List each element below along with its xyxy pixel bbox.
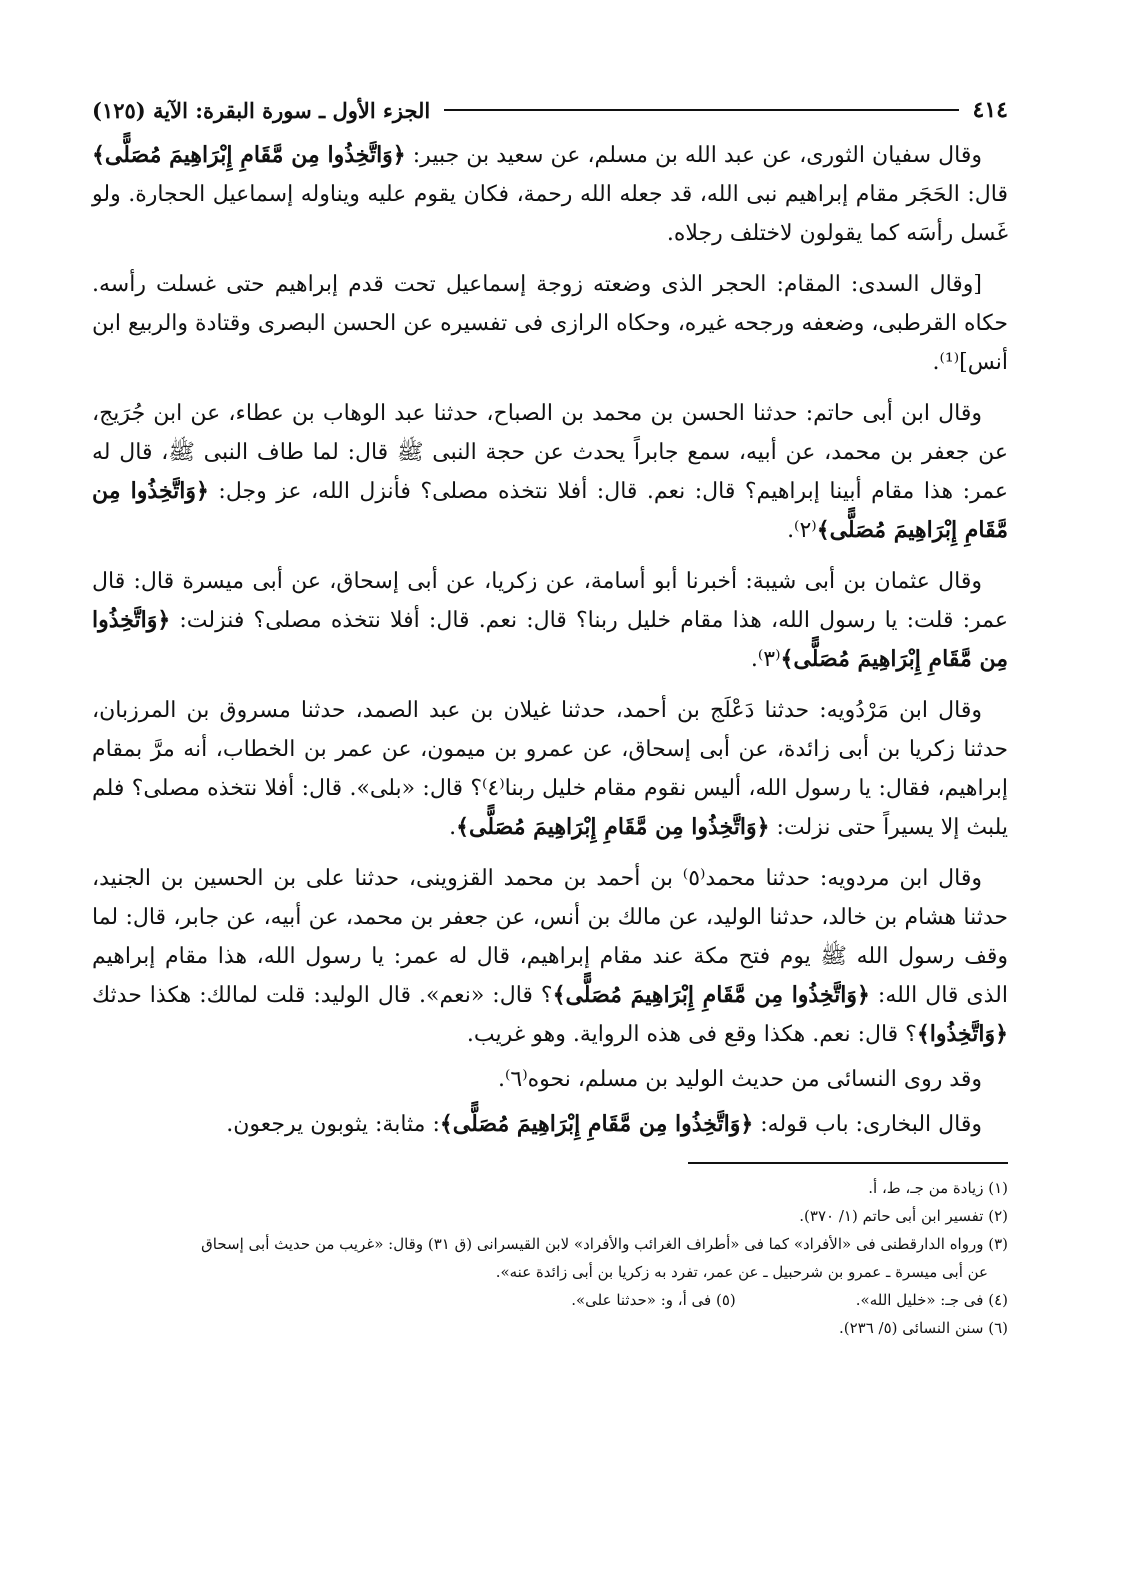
paragraph-8 — [92, 1105, 1008, 1144]
paragraph-4 — [92, 562, 1008, 679]
paragraph-text: وقال البخارى: باب قوله: — [753, 1112, 982, 1137]
paragraph-6 — [92, 859, 1008, 1054]
paragraph-text: ؟ قال: نعم. هكذا وقع فى هذه الرواية. وهو غريب. — [466, 1022, 917, 1047]
page-number: ٤١٤ — [972, 97, 1008, 123]
quran-verse: ﴿وَاتَّخِذُوا مِن مَّقَامِ إِبْرَاهِيمَ مُصَلًّى﴾ — [92, 607, 1008, 672]
paragraph-3 — [92, 394, 1008, 550]
footnote-rule — [688, 1162, 1008, 1164]
quran-verse: ﴿وَاتَّخِذُوا﴾ — [916, 1021, 1008, 1047]
footnotes — [92, 1174, 1008, 1342]
paragraph-text: قال: الحَجَر مقام إبراهيم نبى الله، قد جعله الله رحمة، فكان يقوم عليه ويناوله إسماعيل الحجارة. ولو غَسل رأسَه كما يقولون لاختلف رجلاه. — [92, 182, 1008, 246]
paragraph-text: وقال ابن أبى حاتم: حدثنا الحسن بن محمد بن الصباح، حدثنا عبد الوهاب بن عطاء، عن ابن جُرَيج، عن جعفر بن محمد، عن أبيه، سمع جابراً يحدث عن حجة النبى ﷺ قال: لما طاف النبى ﷺ، قال له عمر: هذا مقام أبينا إبراهيم؟ قال: نعم. قال: أفلا نتخذه مصلى؟ فأنزل الله، عز وجل: — [92, 401, 1008, 504]
footnote-5: (٥) فى أ، و: «حدثنا على». — [571, 1291, 736, 1309]
paragraph-text: ؟ قال: «نعم». قال الوليد: قلت لمالك: هكذا حدثك — [92, 983, 553, 1008]
paragraph-1 — [92, 136, 1008, 253]
paragraph-text: ⁽٣⁾. — [750, 647, 781, 672]
quran-verse: ﴿وَاتَّخِذُوا مِن مَّقَامِ إِبْرَاهِيمَ مُصَلًّى﴾ — [552, 982, 870, 1008]
quran-verse: ﴿وَاتَّخِذُوا مِن مَّقَامِ إِبْرَاهِيمَ مُصَلًّى﴾ — [439, 1111, 754, 1137]
paragraph-text: [وقال السدى: المقام: الحجر الذى وضعته زوجة إسماعيل تحت قدم إبراهيم حتى غسلت رأسه. حكاه القرطبى، وضعفه ورجحه غيره، وحكاه الرازى فى تفسيره عن الحسن البصرى وقتادة والربيع ابن أنس]⁽¹⁾. — [92, 272, 1008, 375]
header-rule — [444, 109, 958, 111]
paragraph-text: ⁽٢⁾. — [787, 518, 817, 543]
running-title: الجزء الأول ـ سورة البقرة: الآية (١٢٥) — [92, 97, 431, 123]
document-page — [92, 92, 1008, 1512]
footnote-2: (٢) تفسير ابن أبى حاتم (١/ ٣٧٠). — [799, 1207, 1008, 1225]
footnote-4: (٤) فى جـ: «خليل الله». — [855, 1291, 1008, 1309]
body-text — [92, 136, 1008, 1144]
paragraph-2 — [92, 265, 1008, 382]
footnote-3: (٣) ورواه الدارقطنى فى «الأفراد» كما فى «أطراف الغرائب والأفراد» لابن القيسرانى (ق ٣١) وقال: «غريب من حديث أبى إسحاق — [201, 1235, 1008, 1253]
paragraph-text: وقد روى النسائى من حديث الوليد بن مسلم، نحوه⁽٦⁾. — [498, 1067, 982, 1092]
footnote-6: (٦) سنن النسائى (٥/ ٢٣٦). — [838, 1319, 1008, 1337]
paragraph-text: : مثابة: يثوبون يرجعون. — [226, 1112, 440, 1137]
paragraph-text: . — [449, 815, 457, 840]
paragraph-text: وقال ابن مردويه: حدثنا محمد⁽٥⁾ بن أحمد بن محمد القزوينى، حدثنا على بن الحسين بن الجنيد، حدثنا هشام بن خالد، حدثنا الوليد، عن مالك بن أنس، عن جعفر بن محمد، عن أبيه، عن جابر، قال: لما وقف رسول الله ﷺ يوم فتح مكة عند مقام إبراهيم، قال له عمر: يا رسول الله، هذا مقام إبراهيم الذى قال الله: — [92, 866, 1008, 1008]
quran-verse: ﴿وَاتَّخِذُوا مِن مَّقَامِ إِبْرَاهِيمَ مُصَلًّى﴾ — [456, 814, 770, 840]
paragraph-5 — [92, 691, 1008, 847]
footnote-3-continued: عن أبى ميسرة ـ عمرو بن شرحبيل ـ عن عمر، تفرد به زكريا بن أبى زائدة عنه». — [495, 1263, 988, 1281]
quran-verse: ﴿وَاتَّخِذُوا مِن مَّقَامِ إِبْرَاهِيمَ مُصَلًّى﴾ — [92, 142, 406, 168]
footnote-row — [92, 1286, 1008, 1314]
running-header — [92, 92, 1008, 128]
quran-verse: ﴿وَاتَّخِذُوا مِن مَّقَامِ إِبْرَاهِيمَ مُصَلًّى﴾ — [92, 478, 1008, 543]
paragraph-text: وقال ابن مَرْدُويه: حدثنا دَعْلَج بن أحمد، حدثنا غيلان بن عبد الصمد، حدثنا مسروق بن المرزبان، حدثنا زكريا بن أبى زائدة، عن أبى إسحاق، عن عمرو بن ميمون، عن عمر بن الخطاب، أنه مرَّ بمقام إبراهيم، فقال: يا رسول الله، أليس نقوم مقام خليل ربنا⁽٤⁾؟ قال: «بلى». قال: أفلا نتخذه مصلى؟ فلم يلبث إلا يسيراً حتى نزلت: — [92, 698, 1008, 840]
paragraph-text: وقال عثمان بن أبى شيبة: أخبرنا أبو أسامة، عن زكريا، عن أبى إسحاق، عن أبى ميسرة قال: قال عمر: قلت: يا رسول الله، هذا مقام خليل ربنا؟ قال: نعم. قال: أفلا نتخذه مصلى؟ فنزلت: — [92, 569, 1008, 633]
paragraph-text: وقال سفيان الثورى، عن عبد الله بن مسلم، عن سعيد بن جبير: — [405, 143, 982, 168]
paragraph-7 — [92, 1060, 1008, 1099]
footnote-1: (١) زيادة من جـ، ط، أ. — [868, 1179, 1008, 1197]
